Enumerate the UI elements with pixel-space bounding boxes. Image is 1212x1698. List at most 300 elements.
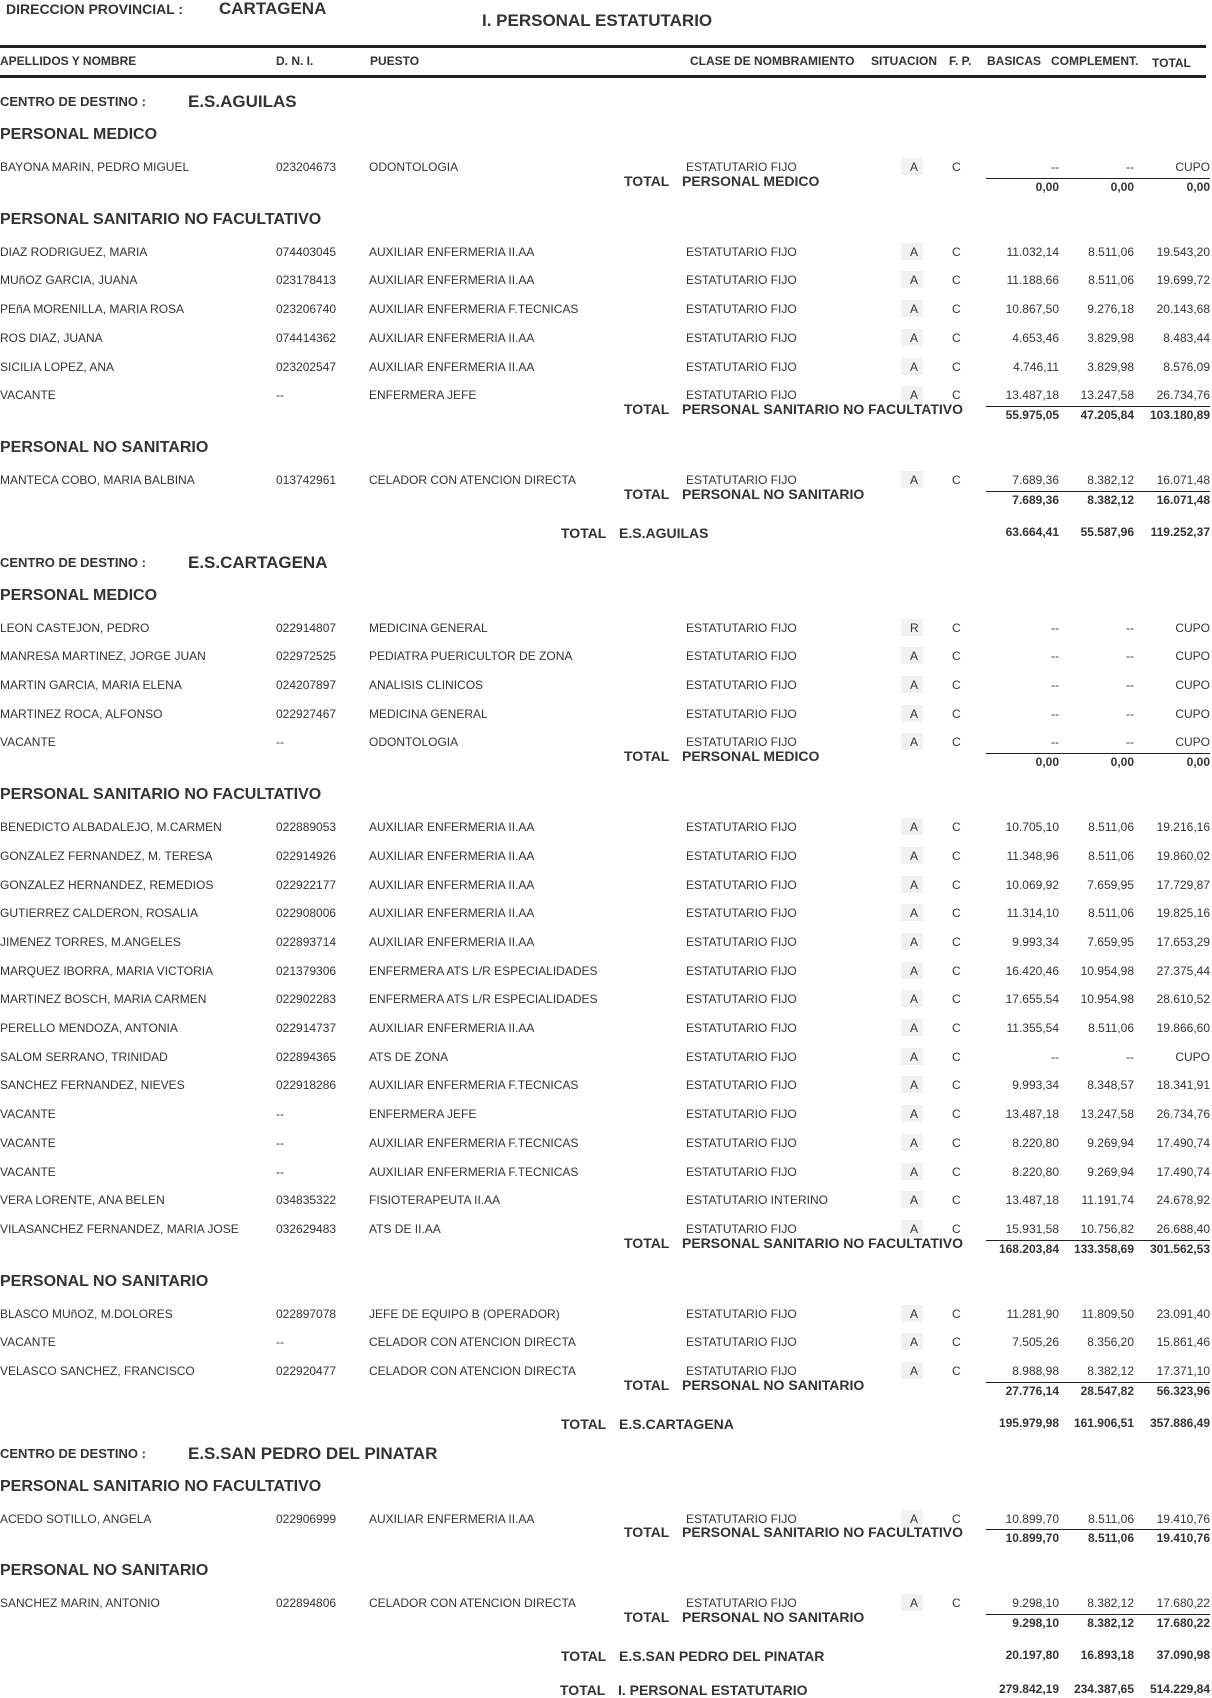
row-puesto: AUXILIAR ENFERMERIA II.AA [369, 934, 535, 949]
row-basicas: -- [1051, 735, 1059, 750]
row-complement: -- [1126, 620, 1134, 635]
row-dni: 022897078 [276, 1306, 337, 1321]
row-clase: ESTATUTARIO FIJO [686, 1364, 797, 1378]
row-puesto: AUXILIAR ENFERMERIA II.AA [369, 273, 535, 288]
row-puesto: ATS DE II.AA [369, 1221, 441, 1236]
subtotal-rule [986, 1240, 1210, 1241]
row-basicas: 11.188,66 [1006, 273, 1059, 288]
row-fp: C [952, 244, 961, 259]
row-dni: 022893714 [276, 934, 337, 949]
group-total-label: TOTAL [624, 748, 670, 765]
centro-total-total: 357.886,49 [1149, 1415, 1210, 1430]
group-total-name: PERSONAL MEDICO [682, 172, 820, 189]
row-total: 24.678,92 [1156, 1193, 1210, 1208]
row-complement: 10.954,98 [1080, 992, 1134, 1007]
row-fp: C [952, 1135, 961, 1150]
row-dni: 022894365 [276, 1049, 337, 1064]
row-dni: 022922177 [276, 877, 337, 892]
row-dni: -- [276, 1164, 284, 1179]
row-dni: 022894806 [276, 1596, 337, 1611]
group-total-total: 16.071,48 [1156, 492, 1210, 507]
row-total: 23.091,40 [1156, 1306, 1210, 1321]
row-complement: -- [1126, 706, 1134, 721]
row-clase: ESTATUTARIO FIJO [686, 1335, 797, 1350]
row-fp: C [952, 992, 961, 1007]
row-puesto: AUXILIAR ENFERMERIA F.TECNICAS [369, 302, 579, 317]
group-total-total: 0,00 [1186, 179, 1210, 194]
row-dni: 022927467 [276, 706, 337, 721]
row-complement: 8.511,06 [1088, 906, 1134, 921]
row-situacion: A [910, 992, 919, 1007]
row-complement: 7.659,95 [1087, 934, 1134, 949]
row-total: CUPO [1175, 1049, 1210, 1064]
row-situacion: A [910, 1596, 919, 1611]
row-puesto: AUXILIAR ENFERMERIA II.AA [369, 330, 535, 345]
row-complement: -- [1126, 1049, 1134, 1064]
group-total-basicas: 168.203,84 [998, 1241, 1059, 1256]
row-fp: C [952, 620, 961, 635]
row-dni: -- [276, 735, 284, 750]
row-complement: 13.247,58 [1080, 388, 1134, 403]
row-clase: ESTATUTARIO FIJO [686, 992, 797, 1007]
row-nombre: GUTIERREZ CALDERON, ROSALIA [0, 906, 199, 921]
row-clase: ESTATUTARIO FIJO [686, 330, 797, 345]
row-fp: C [952, 1164, 961, 1179]
group-total-basicas: 9.298,10 [1012, 1616, 1059, 1631]
row-clase: ESTATUTARIO FIJO [686, 1221, 797, 1236]
centro-total-name: E.S.SAN PEDRO DEL PINATAR [619, 1648, 825, 1665]
row-clase: ESTATUTARIO FIJO [686, 678, 797, 692]
row-nombre: BAYONA MARIN, PEDRO MIGUEL [0, 160, 190, 174]
row-clase: ESTATUTARIO FIJO [686, 848, 797, 863]
group-total-complement: 28.547,82 [1080, 1383, 1134, 1398]
row-situacion: A [910, 388, 919, 403]
col-dni: D. N. I. [276, 54, 314, 68]
group-total-name: PERSONAL SANITARIO NO FACULTATIVO [682, 1234, 964, 1251]
row-nombre: VELASCO SANCHEZ, FRANCISCO [0, 1364, 195, 1378]
row-fp: C [952, 1078, 961, 1093]
row-situacion: A [910, 678, 919, 692]
row-situacion: A [910, 330, 919, 345]
row-basicas: -- [1051, 160, 1059, 174]
row-situacion: A [910, 273, 919, 288]
centro-total-complement: 16.893,18 [1080, 1648, 1134, 1663]
row-situacion: A [910, 1193, 919, 1208]
row-fp: C [952, 706, 961, 721]
row-basicas: 13.487,18 [1005, 1107, 1059, 1122]
direccion-label: DIRECCION PROVINCIAL : [6, 1, 184, 17]
row-situacion: A [910, 1164, 919, 1179]
row-complement: 10.954,98 [1080, 963, 1134, 978]
row-dni: 023206740 [276, 302, 337, 317]
row-puesto: AUXILIAR ENFERMERIA II.AA [369, 1021, 535, 1035]
row-nombre: SICILIA LOPEZ, ANA [0, 359, 115, 374]
row-dni: -- [276, 1135, 284, 1150]
row-complement: 3.829,98 [1087, 359, 1134, 374]
row-total: 18.341,91 [1156, 1078, 1210, 1093]
row-nombre: VACANTE [0, 1164, 56, 1179]
row-dni: 023202547 [276, 359, 337, 374]
group-title: PERSONAL NO SANITARIO [0, 1272, 209, 1290]
row-puesto: ENFERMERA JEFE [369, 388, 477, 403]
row-clase: ESTATUTARIO FIJO [686, 1049, 797, 1064]
row-clase: ESTATUTARIO FIJO [686, 1511, 797, 1526]
row-puesto: AUXILIAR ENFERMERIA II.AA [369, 1511, 535, 1526]
row-basicas: 13.487,18 [1005, 1193, 1059, 1208]
row-fp: C [952, 1596, 961, 1611]
row-complement: -- [1126, 160, 1134, 174]
row-basicas: 11.281,90 [1006, 1306, 1059, 1321]
row-puesto: CELADOR CON ATENCION DIRECTA [369, 1335, 576, 1350]
row-fp: C [952, 1049, 961, 1064]
row-nombre: GONZALEZ HERNANDEZ, REMEDIOS [0, 877, 214, 892]
row-dni: 021379306 [276, 963, 337, 978]
group-total-basicas: 55.975,05 [1005, 407, 1059, 422]
row-situacion: A [910, 1107, 919, 1122]
row-complement: 8.511,06 [1088, 273, 1134, 288]
row-situacion: A [910, 649, 919, 664]
row-nombre: LEON CASTEJON, PEDRO [0, 620, 150, 635]
row-basicas: 9.993,34 [1012, 1078, 1059, 1093]
centro-total-label: TOTAL [561, 1415, 607, 1432]
row-situacion: A [910, 1221, 919, 1236]
row-total: CUPO [1175, 735, 1210, 750]
row-nombre: MARTIN GARCIA, MARIA ELENA [0, 678, 182, 692]
row-dni: 074414362 [276, 330, 337, 345]
row-total: CUPO [1175, 160, 1210, 174]
group-title: PERSONAL SANITARIO NO FACULTATIVO [0, 1477, 322, 1495]
row-dni: 022914807 [276, 620, 337, 635]
row-total: 19.216,16 [1156, 820, 1210, 835]
row-basicas: 7.689,36 [1012, 472, 1059, 487]
row-dni: 022906999 [276, 1511, 337, 1526]
row-complement: 8.348,57 [1087, 1078, 1134, 1093]
subtotal-rule [986, 1529, 1210, 1530]
row-basicas: 4.746,11 [1013, 359, 1059, 374]
row-basicas: 9.993,34 [1012, 934, 1059, 949]
row-nombre: VACANTE [0, 388, 56, 403]
row-nombre: MANRESA MARTINEZ, JORGE JUAN [0, 649, 206, 664]
row-puesto: MEDICINA GENERAL [369, 706, 488, 721]
row-basicas: 15.931,58 [1005, 1221, 1059, 1236]
row-puesto: PEDIATRA PUERICULTOR DE ZONA [369, 649, 573, 664]
row-basicas: 10.069,92 [1005, 877, 1059, 892]
row-basicas: 7.505,26 [1012, 1335, 1059, 1350]
row-situacion: A [910, 472, 919, 487]
row-clase: ESTATUTARIO FIJO [686, 963, 797, 978]
row-complement: 3.829,98 [1087, 330, 1134, 345]
row-total: 19.410,76 [1156, 1511, 1210, 1526]
row-fp: C [952, 330, 961, 345]
row-nombre: ACEDO SOTILLO, ANGELA [0, 1511, 152, 1526]
row-puesto: AUXILIAR ENFERMERIA II.AA [369, 244, 535, 259]
header-top-rule [0, 45, 1206, 48]
row-complement: 9.269,94 [1087, 1164, 1134, 1179]
row-puesto: CELADOR CON ATENCION DIRECTA [369, 1596, 576, 1611]
row-complement: 8.511,06 [1088, 820, 1134, 835]
row-nombre: PERELLO MENDOZA, ANTONIA [0, 1021, 178, 1035]
row-basicas: 13.487,18 [1005, 388, 1059, 403]
group-total-name: PERSONAL NO SANITARIO [682, 485, 865, 502]
row-clase: ESTATUTARIO FIJO [686, 273, 797, 288]
group-title: PERSONAL MEDICO [0, 126, 158, 143]
row-complement: -- [1126, 649, 1134, 664]
row-fp: C [952, 1511, 961, 1526]
row-total: 19.543,20 [1156, 244, 1210, 259]
row-situacion: A [910, 1135, 919, 1150]
row-nombre: VACANTE [0, 1335, 56, 1350]
row-basicas: 11.348,96 [1006, 848, 1059, 863]
row-nombre: BLASCO MUñOZ, M.DOLORES [0, 1306, 173, 1321]
centro-name: E.S.CARTAGENA [188, 552, 328, 572]
row-nombre: VERA LORENTE, ANA BELEN [0, 1193, 165, 1208]
row-total: 17.490,74 [1156, 1164, 1210, 1179]
centro-total-name: E.S.AGUILAS [619, 524, 709, 541]
group-total-label: TOTAL [624, 1234, 670, 1251]
row-situacion: A [910, 302, 919, 317]
group-total-basicas: 0,00 [1035, 755, 1059, 770]
row-basicas: 8.220,80 [1012, 1135, 1059, 1150]
row-situacion: A [910, 848, 919, 863]
row-total: 16.071,48 [1156, 472, 1210, 487]
row-puesto: JEFE DE EQUIPO B (OPERADOR) [369, 1306, 560, 1321]
row-total: CUPO [1175, 649, 1210, 664]
row-nombre: ROS DIAZ, JUANA [0, 330, 103, 345]
group-total-complement: 0,00 [1110, 755, 1134, 770]
row-situacion: R [910, 620, 919, 635]
row-dni: 023204673 [276, 160, 337, 174]
row-dni: 022918286 [276, 1078, 337, 1093]
centro-label: CENTRO DE DESTINO : [0, 554, 146, 570]
row-total: 27.375,44 [1156, 963, 1210, 978]
row-clase: ESTATUTARIO FIJO [686, 1306, 797, 1321]
row-complement: 11.809,50 [1081, 1306, 1134, 1321]
row-total: 8.483,44 [1163, 330, 1210, 345]
grand-total-name: I. PERSONAL ESTATUTARIO [618, 1682, 808, 1698]
group-total-total: 56.323,96 [1156, 1383, 1210, 1398]
row-nombre: VACANTE [0, 1135, 56, 1150]
row-situacion: A [910, 1078, 919, 1093]
row-total: 17.653,29 [1156, 934, 1210, 949]
row-dni: -- [276, 388, 284, 403]
row-fp: C [952, 1107, 961, 1122]
group-total-name: PERSONAL NO SANITARIO [682, 1376, 865, 1393]
row-complement: 8.382,12 [1087, 1364, 1134, 1378]
centro-total-total: 37.090,98 [1156, 1648, 1210, 1663]
row-total: 19.825,16 [1156, 906, 1210, 921]
row-complement: 8.382,12 [1087, 1596, 1134, 1611]
col-basicas: BASICAS [987, 54, 1042, 68]
row-basicas: -- [1051, 706, 1059, 721]
row-nombre: BENEDICTO ALBADALEJO, M.CARMEN [0, 820, 222, 835]
group-total-label: TOTAL [624, 1524, 670, 1541]
row-basicas: 11.355,54 [1006, 1021, 1059, 1035]
row-puesto: AUXILIAR ENFERMERIA II.AA [369, 820, 535, 835]
row-dni: 022972525 [276, 649, 337, 664]
row-puesto: FISIOTERAPEUTA II.AA [369, 1193, 501, 1208]
centro-name: E.S.AGUILAS [188, 92, 297, 111]
row-complement: 9.269,94 [1087, 1135, 1134, 1150]
row-total: CUPO [1175, 678, 1210, 692]
row-puesto: MEDICINA GENERAL [369, 620, 488, 635]
row-basicas: 10.705,10 [1005, 820, 1059, 835]
row-basicas: 4.653,46 [1012, 330, 1059, 345]
row-dni: -- [276, 1107, 284, 1122]
row-clase: ESTATUTARIO FIJO [686, 388, 797, 403]
group-total-total: 0,00 [1186, 755, 1210, 770]
group-title: PERSONAL NO SANITARIO [0, 1562, 209, 1580]
header-bottom-rule [0, 75, 1206, 78]
row-dni: 022914737 [276, 1021, 337, 1035]
group-total-complement: 0,00 [1110, 179, 1134, 194]
row-dni: 022889053 [276, 820, 337, 835]
col-nombre: APELLIDOS Y NOMBRE [0, 54, 137, 68]
centro-label: CENTRO DE DESTINO : [0, 94, 146, 109]
group-total-complement: 8.382,12 [1087, 492, 1134, 507]
group-total-name: PERSONAL SANITARIO NO FACULTATIVO [682, 1524, 964, 1541]
row-situacion: A [910, 1364, 919, 1378]
row-complement: 10.756,82 [1080, 1221, 1134, 1236]
row-complement: -- [1126, 735, 1134, 750]
row-clase: ESTATUTARIO FIJO [686, 1107, 797, 1122]
row-fp: C [952, 1021, 961, 1035]
row-total: 26.734,76 [1156, 1107, 1210, 1122]
row-fp: C [952, 1193, 961, 1208]
row-nombre: MARTINEZ ROCA, ALFONSO [0, 706, 163, 721]
group-total-basicas: 0,00 [1035, 179, 1059, 194]
row-nombre: MUñOZ GARCIA, JUANA [0, 273, 138, 288]
row-puesto: AUXILIAR ENFERMERIA F.TECNICAS [369, 1135, 579, 1150]
row-fp: C [952, 388, 961, 403]
row-complement: -- [1126, 678, 1134, 692]
group-total-total: 17.680,22 [1156, 1616, 1210, 1631]
row-fp: C [952, 1306, 961, 1321]
row-situacion: A [910, 934, 919, 949]
row-dni: 022920477 [276, 1364, 337, 1378]
row-puesto: CELADOR CON ATENCION DIRECTA [369, 1364, 576, 1378]
row-puesto: AUXILIAR ENFERMERIA II.AA [369, 848, 535, 863]
row-dni: 074403045 [276, 244, 337, 259]
row-clase: ESTATUTARIO FIJO [686, 472, 797, 487]
row-complement: 9.276,18 [1087, 302, 1134, 317]
row-situacion: A [910, 706, 919, 721]
row-basicas: 16.420,46 [1005, 963, 1059, 978]
group-total-label: TOTAL [624, 1376, 670, 1393]
page-title: I. PERSONAL ESTATUTARIO [482, 11, 713, 30]
row-clase: ESTATUTARIO FIJO [686, 906, 797, 921]
group-total-basicas: 7.689,36 [1012, 492, 1059, 507]
row-dni: 034835322 [276, 1193, 337, 1208]
col-fp: F. P. [949, 54, 972, 68]
group-total-complement: 47.205,84 [1080, 407, 1134, 422]
row-fp: C [952, 1221, 961, 1236]
row-dni: 013742961 [276, 472, 337, 487]
row-puesto: AUXILIAR ENFERMERIA F.TECNICAS [369, 1078, 579, 1093]
row-total: 15.861,46 [1156, 1335, 1210, 1350]
row-dni: 032629483 [276, 1221, 337, 1236]
row-fp: C [952, 1335, 961, 1350]
col-puesto: PUESTO [370, 54, 420, 68]
grand-total-basicas: 279.842,19 [998, 1682, 1059, 1696]
row-puesto: ODONTOLOGIA [369, 160, 459, 174]
row-basicas: 10.867,50 [1005, 302, 1059, 317]
row-puesto: ODONTOLOGIA [369, 735, 459, 750]
row-basicas: 11.032,14 [1006, 244, 1059, 259]
row-total: 20.143,68 [1156, 302, 1210, 317]
row-nombre: VILASANCHEZ FERNANDEZ, MARIA JOSE [0, 1221, 239, 1236]
row-basicas: -- [1051, 649, 1059, 664]
row-puesto: ANALISIS CLINICOS [369, 678, 484, 692]
row-clase: ESTATUTARIO FIJO [686, 1078, 797, 1093]
row-complement: 7.659,95 [1087, 877, 1134, 892]
row-nombre: MANTECA COBO, MARIA BALBINA [0, 472, 195, 487]
row-puesto: ENFERMERA ATS L/R ESPECIALIDADES [369, 992, 598, 1007]
row-basicas: 10.899,70 [1005, 1511, 1059, 1526]
row-situacion: A [910, 160, 919, 174]
row-clase: ESTATUTARIO FIJO [686, 244, 797, 259]
row-total: 17.490,74 [1156, 1135, 1210, 1150]
group-total-basicas: 10.899,70 [1005, 1531, 1059, 1546]
row-dni: 022914926 [276, 848, 337, 863]
group-total-total: 103.180,89 [1149, 407, 1210, 422]
row-puesto: AUXILIAR ENFERMERIA II.AA [369, 359, 535, 374]
row-situacion: A [910, 877, 919, 892]
row-total: 8.576,09 [1163, 359, 1210, 374]
row-puesto: AUXILIAR ENFERMERIA II.AA [369, 877, 535, 892]
row-clase: ESTATUTARIO FIJO [686, 934, 797, 949]
row-clase: ESTATUTARIO FIJO [686, 160, 797, 174]
row-nombre: GONZALEZ FERNANDEZ, M. TERESA [0, 848, 213, 863]
row-total: CUPO [1175, 706, 1210, 721]
centro-name: E.S.SAN PEDRO DEL PINATAR [188, 1443, 438, 1463]
row-total: 19.866,60 [1156, 1021, 1210, 1035]
col-total: TOTAL [1152, 56, 1191, 70]
subtotal-rule [986, 753, 1210, 754]
group-total-complement: 8.382,12 [1087, 1616, 1134, 1631]
row-basicas: 8.220,80 [1012, 1164, 1059, 1179]
centro-label: CENTRO DE DESTINO : [0, 1445, 146, 1461]
group-title: PERSONAL NO SANITARIO [0, 438, 209, 456]
subtotal-rule [986, 1382, 1210, 1383]
row-fp: C [952, 1364, 961, 1378]
group-total-total: 301.562,53 [1149, 1241, 1210, 1256]
row-situacion: A [910, 820, 919, 835]
row-dni: 022908006 [276, 906, 337, 921]
row-fp: C [952, 472, 961, 487]
row-fp: C [952, 160, 961, 174]
row-total: 17.680,22 [1156, 1596, 1210, 1611]
subtotal-rule [986, 406, 1210, 407]
row-situacion: A [910, 963, 919, 978]
centro-total-label: TOTAL [561, 524, 607, 541]
row-situacion: A [910, 359, 919, 374]
row-puesto: CELADOR CON ATENCION DIRECTA [369, 472, 576, 487]
col-situacion: SITUACION [871, 54, 937, 68]
row-complement: 11.191,74 [1081, 1193, 1134, 1208]
grand-total-label: TOTAL [560, 1682, 606, 1698]
row-total: 17.371,10 [1156, 1364, 1210, 1378]
group-total-name: PERSONAL SANITARIO NO FACULTATIVO [682, 400, 964, 417]
row-total: 19.699,72 [1156, 273, 1210, 288]
row-dni: 022902283 [276, 992, 337, 1007]
row-total: 28.610,52 [1156, 992, 1210, 1007]
row-clase: ESTATUTARIO FIJO [686, 302, 797, 317]
row-fp: C [952, 906, 961, 921]
row-fp: C [952, 820, 961, 835]
row-fp: C [952, 963, 961, 978]
group-total-label: TOTAL [624, 485, 670, 502]
row-situacion: A [910, 1049, 919, 1064]
